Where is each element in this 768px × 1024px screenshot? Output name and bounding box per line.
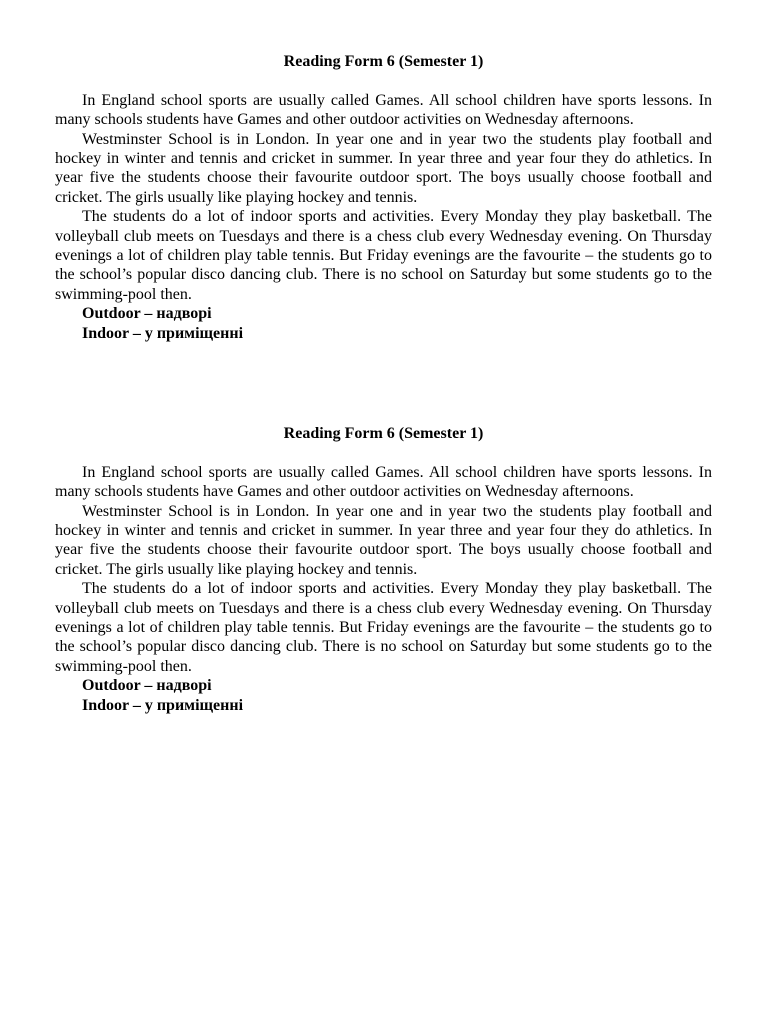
reading-title: Reading Form 6 (Semester 1): [283, 425, 484, 442]
paragraph-indoor: The students do a lot of indoor sports and activities. Every Monday they play basketball. The volleyball club meets on Tuesdays and there is a chess club every Wednesday evening. On Thursday evenings a lot of children play table tennis. But Friday evenings are the favourite – the students go to the school’s popular disco dancing club. There is no school on Saturday but some students go to the swimming-pool then.: [55, 580, 712, 675]
paragraph-games: In England school sports are usually called Games. All school children have sports lessons. In many schools students have Games and other outdoor activities on Wednesday afternoons.: [55, 91, 712, 129]
reading-block-1: [55, 52, 712, 343]
reading-title: Reading Form 6 (Semester 1): [283, 53, 484, 70]
paragraph-westminster: Westminster School is in London. In year one and in year two the students play football and hockey in winter and tennis and cricket in summer. In year three and year four they do athletics. In year five the students choose their favourite outdoor sport. The boys usually choose football and cricket. The girls usually like playing hockey and tennis.: [55, 502, 712, 578]
vocab-outdoor: Outdoor – надворі: [82, 305, 212, 323]
vocab-indoor: Indoor – у приміщенні: [82, 324, 244, 342]
paragraph-westminster: Westminster School is in London. In year one and in year two the students play football and hockey in winter and tennis and cricket in summer. In year three and year four they do athletics. In year five the students choose their favourite outdoor sport. The boys usually choose football and cricket. The girls usually like playing hockey and tennis.: [55, 130, 712, 206]
paragraph-indoor: The students do a lot of indoor sports and activities. Every Monday they play basketball. The volleyball club meets on Tuesdays and there is a chess club every Wednesday evening. On Thursday evenings a lot of children play table tennis. But Friday evenings are the favourite – the students go to the school’s popular disco dancing club. There is no school on Saturday but some students go to the swimming-pool then.: [55, 208, 712, 303]
paragraph-games: In England school sports are usually called Games. All school children have sports lessons. In many schools students have Games and other outdoor activities on Wednesday afternoons.: [55, 463, 712, 501]
vocab-outdoor: Outdoor – надворі: [82, 677, 212, 695]
reading-block-2: [55, 424, 712, 715]
vocab-indoor: Indoor – у приміщенні: [82, 696, 244, 714]
